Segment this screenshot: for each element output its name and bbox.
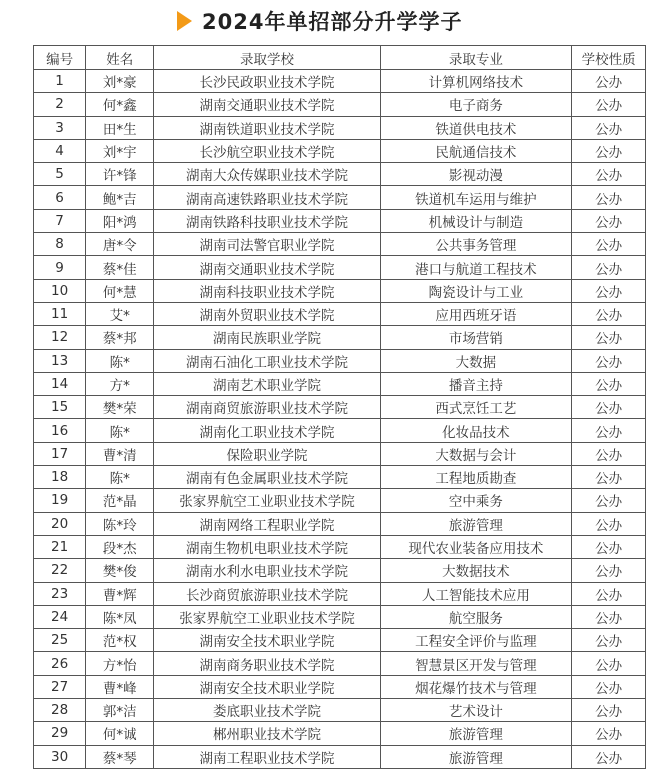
cell-name: 刘*宇 — [86, 139, 154, 162]
cell-major: 工程安全评价与监理 — [380, 629, 572, 652]
cell-number: 24 — [34, 605, 86, 628]
cell-major: 大数据与会计 — [380, 442, 572, 465]
cell-school: 湖南高速铁路职业技术学院 — [154, 186, 380, 209]
cell-major: 铁道机车运用与维护 — [380, 186, 572, 209]
cell-number: 25 — [34, 629, 86, 652]
cell-school: 湖南司法警官职业学院 — [154, 233, 380, 256]
cell-name: 陈* — [86, 349, 154, 372]
cell-name: 何*诚 — [86, 722, 154, 745]
cell-major: 旅游管理 — [380, 745, 572, 768]
cell-school-type: 公办 — [572, 116, 646, 139]
cell-major: 工程地质勘查 — [380, 466, 572, 489]
cell-number: 1 — [34, 70, 86, 93]
cell-school: 长沙民政职业技术学院 — [154, 70, 380, 93]
cell-number: 26 — [34, 652, 86, 675]
cell-major: 旅游管理 — [380, 512, 572, 535]
cell-number: 16 — [34, 419, 86, 442]
header-name: 姓名 — [86, 46, 154, 70]
table-row — [34, 745, 646, 768]
cell-name: 田*生 — [86, 116, 154, 139]
cell-school-type: 公办 — [572, 139, 646, 162]
cell-major: 电子商务 — [380, 93, 572, 116]
table-body — [34, 70, 646, 769]
cell-school: 湖南科技职业技术学院 — [154, 279, 380, 302]
cell-school-type: 公办 — [572, 466, 646, 489]
cell-school-type: 公办 — [572, 163, 646, 186]
cell-school: 张家界航空工业职业技术学院 — [154, 489, 380, 512]
cell-school-type: 公办 — [572, 93, 646, 116]
cell-school-type: 公办 — [572, 605, 646, 628]
cell-name: 曹*峰 — [86, 675, 154, 698]
header-number: 编号 — [34, 46, 86, 70]
cell-school-type: 公办 — [572, 722, 646, 745]
cell-name: 方*怡 — [86, 652, 154, 675]
cell-name: 许*锋 — [86, 163, 154, 186]
cell-name: 方* — [86, 372, 154, 395]
cell-number: 5 — [34, 163, 86, 186]
admissions-table — [33, 45, 646, 769]
cell-major: 艺术设计 — [380, 699, 572, 722]
cell-school-type: 公办 — [572, 372, 646, 395]
table-row — [34, 302, 646, 325]
table-row — [34, 535, 646, 558]
cell-school: 湖南工程职业技术学院 — [154, 745, 380, 768]
table-row — [34, 605, 646, 628]
cell-school: 郴州职业技术学院 — [154, 722, 380, 745]
cell-school-type: 公办 — [572, 279, 646, 302]
table-header-row — [34, 46, 646, 70]
table-row — [34, 93, 646, 116]
cell-school: 湖南大众传媒职业技术学院 — [154, 163, 380, 186]
cell-major: 西式烹饪工艺 — [380, 396, 572, 419]
cell-school: 湖南交通职业技术学院 — [154, 93, 380, 116]
table-row — [34, 512, 646, 535]
cell-number: 14 — [34, 372, 86, 395]
cell-number: 3 — [34, 116, 86, 139]
table-row — [34, 396, 646, 419]
table-row — [34, 163, 646, 186]
table-row — [34, 582, 646, 605]
cell-major: 大数据 — [380, 349, 572, 372]
cell-major: 大数据技术 — [380, 559, 572, 582]
cell-school-type: 公办 — [572, 699, 646, 722]
cell-name: 唐*令 — [86, 233, 154, 256]
cell-school: 长沙商贸旅游职业技术学院 — [154, 582, 380, 605]
cell-school: 保险职业学院 — [154, 442, 380, 465]
cell-school: 湖南商务职业技术学院 — [154, 652, 380, 675]
table-row — [34, 209, 646, 232]
table-row — [34, 256, 646, 279]
cell-school: 湖南铁路科技职业技术学院 — [154, 209, 380, 232]
cell-number: 27 — [34, 675, 86, 698]
cell-school: 张家界航空工业职业技术学院 — [154, 605, 380, 628]
table-row — [34, 466, 646, 489]
cell-school-type: 公办 — [572, 349, 646, 372]
cell-number: 11 — [34, 302, 86, 325]
cell-number: 23 — [34, 582, 86, 605]
cell-school-type: 公办 — [572, 629, 646, 652]
cell-major: 公共事务管理 — [380, 233, 572, 256]
cell-major: 计算机网络技术 — [380, 70, 572, 93]
table-row — [34, 652, 646, 675]
cell-major: 影视动漫 — [380, 163, 572, 186]
cell-school-type: 公办 — [572, 419, 646, 442]
cell-name: 樊*荣 — [86, 396, 154, 419]
table-row — [34, 186, 646, 209]
cell-major: 化妆品技术 — [380, 419, 572, 442]
cell-school-type: 公办 — [572, 442, 646, 465]
cell-major: 港口与航道工程技术 — [380, 256, 572, 279]
cell-name: 陈* — [86, 419, 154, 442]
cell-school: 湖南艺术职业学院 — [154, 372, 380, 395]
cell-number: 22 — [34, 559, 86, 582]
table-row — [34, 699, 646, 722]
play-arrow-icon — [177, 11, 192, 31]
cell-name: 樊*俊 — [86, 559, 154, 582]
cell-name: 范*晶 — [86, 489, 154, 512]
cell-name: 阳*鸿 — [86, 209, 154, 232]
cell-number: 19 — [34, 489, 86, 512]
cell-school: 湖南民族职业学院 — [154, 326, 380, 349]
cell-number: 2 — [34, 93, 86, 116]
cell-major: 智慧景区开发与管理 — [380, 652, 572, 675]
cell-school-type: 公办 — [572, 489, 646, 512]
cell-number: 20 — [34, 512, 86, 535]
table-row — [34, 349, 646, 372]
cell-major: 民航通信技术 — [380, 139, 572, 162]
cell-name: 曹*清 — [86, 442, 154, 465]
cell-name: 陈*凤 — [86, 605, 154, 628]
cell-number: 8 — [34, 233, 86, 256]
header-school: 录取学校 — [154, 46, 380, 70]
table-row — [34, 722, 646, 745]
cell-school-type: 公办 — [572, 535, 646, 558]
cell-number: 15 — [34, 396, 86, 419]
cell-school: 湖南化工职业技术学院 — [154, 419, 380, 442]
cell-school-type: 公办 — [572, 70, 646, 93]
cell-name: 陈*玲 — [86, 512, 154, 535]
cell-school-type: 公办 — [572, 302, 646, 325]
cell-school-type: 公办 — [572, 652, 646, 675]
cell-major: 旅游管理 — [380, 722, 572, 745]
cell-school: 湖南网络工程职业学院 — [154, 512, 380, 535]
cell-major: 航空服务 — [380, 605, 572, 628]
cell-number: 21 — [34, 535, 86, 558]
header-major: 录取专业 — [380, 46, 572, 70]
cell-school: 娄底职业技术学院 — [154, 699, 380, 722]
cell-name: 曹*辉 — [86, 582, 154, 605]
cell-name: 刘*豪 — [86, 70, 154, 93]
header-school-type: 学校性质 — [572, 46, 646, 70]
cell-school: 湖南交通职业技术学院 — [154, 256, 380, 279]
cell-school-type: 公办 — [572, 559, 646, 582]
cell-school: 湖南安全技术职业学院 — [154, 629, 380, 652]
cell-number: 7 — [34, 209, 86, 232]
cell-number: 10 — [34, 279, 86, 302]
cell-school-type: 公办 — [572, 582, 646, 605]
table-row — [34, 70, 646, 93]
cell-school-type: 公办 — [572, 233, 646, 256]
cell-school-type: 公办 — [572, 512, 646, 535]
cell-school-type: 公办 — [572, 209, 646, 232]
cell-number: 12 — [34, 326, 86, 349]
cell-number: 29 — [34, 722, 86, 745]
cell-number: 17 — [34, 442, 86, 465]
table-row — [34, 629, 646, 652]
cell-school: 长沙航空职业技术学院 — [154, 139, 380, 162]
table-row — [34, 116, 646, 139]
cell-major: 人工智能技术应用 — [380, 582, 572, 605]
cell-name: 段*杰 — [86, 535, 154, 558]
table-row — [34, 559, 646, 582]
cell-school-type: 公办 — [572, 256, 646, 279]
cell-school-type: 公办 — [572, 675, 646, 698]
table-row — [34, 489, 646, 512]
cell-major: 机械设计与制造 — [380, 209, 572, 232]
cell-number: 28 — [34, 699, 86, 722]
table-row — [34, 442, 646, 465]
cell-major: 现代农业装备应用技术 — [380, 535, 572, 558]
cell-major: 陶瓷设计与工业 — [380, 279, 572, 302]
cell-number: 9 — [34, 256, 86, 279]
cell-school: 湖南水利水电职业技术学院 — [154, 559, 380, 582]
table-row — [34, 372, 646, 395]
cell-major: 空中乘务 — [380, 489, 572, 512]
page-title: 2024年单招部分升学学子 — [202, 10, 463, 34]
cell-number: 4 — [34, 139, 86, 162]
title-bar — [0, 0, 646, 44]
table-row — [34, 419, 646, 442]
cell-name: 蔡*琴 — [86, 745, 154, 768]
cell-number: 30 — [34, 745, 86, 768]
table-row — [34, 326, 646, 349]
cell-major: 烟花爆竹技术与管理 — [380, 675, 572, 698]
cell-school-type: 公办 — [572, 326, 646, 349]
cell-school: 湖南石油化工职业技术学院 — [154, 349, 380, 372]
cell-name: 蔡*佳 — [86, 256, 154, 279]
cell-school: 湖南生物机电职业技术学院 — [154, 535, 380, 558]
cell-name: 郭*洁 — [86, 699, 154, 722]
cell-major: 铁道供电技术 — [380, 116, 572, 139]
cell-major: 市场营销 — [380, 326, 572, 349]
cell-number: 6 — [34, 186, 86, 209]
cell-school: 湖南安全技术职业学院 — [154, 675, 380, 698]
cell-name: 何*慧 — [86, 279, 154, 302]
cell-number: 13 — [34, 349, 86, 372]
cell-school-type: 公办 — [572, 396, 646, 419]
cell-major: 应用西班牙语 — [380, 302, 572, 325]
table-row — [34, 279, 646, 302]
table-row — [34, 233, 646, 256]
cell-school-type: 公办 — [572, 186, 646, 209]
cell-school: 湖南有色金属职业技术学院 — [154, 466, 380, 489]
cell-school-type: 公办 — [572, 745, 646, 768]
cell-number: 18 — [34, 466, 86, 489]
cell-name: 范*权 — [86, 629, 154, 652]
table-row — [34, 675, 646, 698]
cell-school: 湖南铁道职业技术学院 — [154, 116, 380, 139]
cell-name: 蔡*邦 — [86, 326, 154, 349]
cell-name: 鲍*吉 — [86, 186, 154, 209]
cell-name: 陈* — [86, 466, 154, 489]
cell-name: 艾* — [86, 302, 154, 325]
cell-school: 湖南外贸职业技术学院 — [154, 302, 380, 325]
cell-school: 湖南商贸旅游职业技术学院 — [154, 396, 380, 419]
cell-major: 播音主持 — [380, 372, 572, 395]
cell-name: 何*鑫 — [86, 93, 154, 116]
table-row — [34, 139, 646, 162]
